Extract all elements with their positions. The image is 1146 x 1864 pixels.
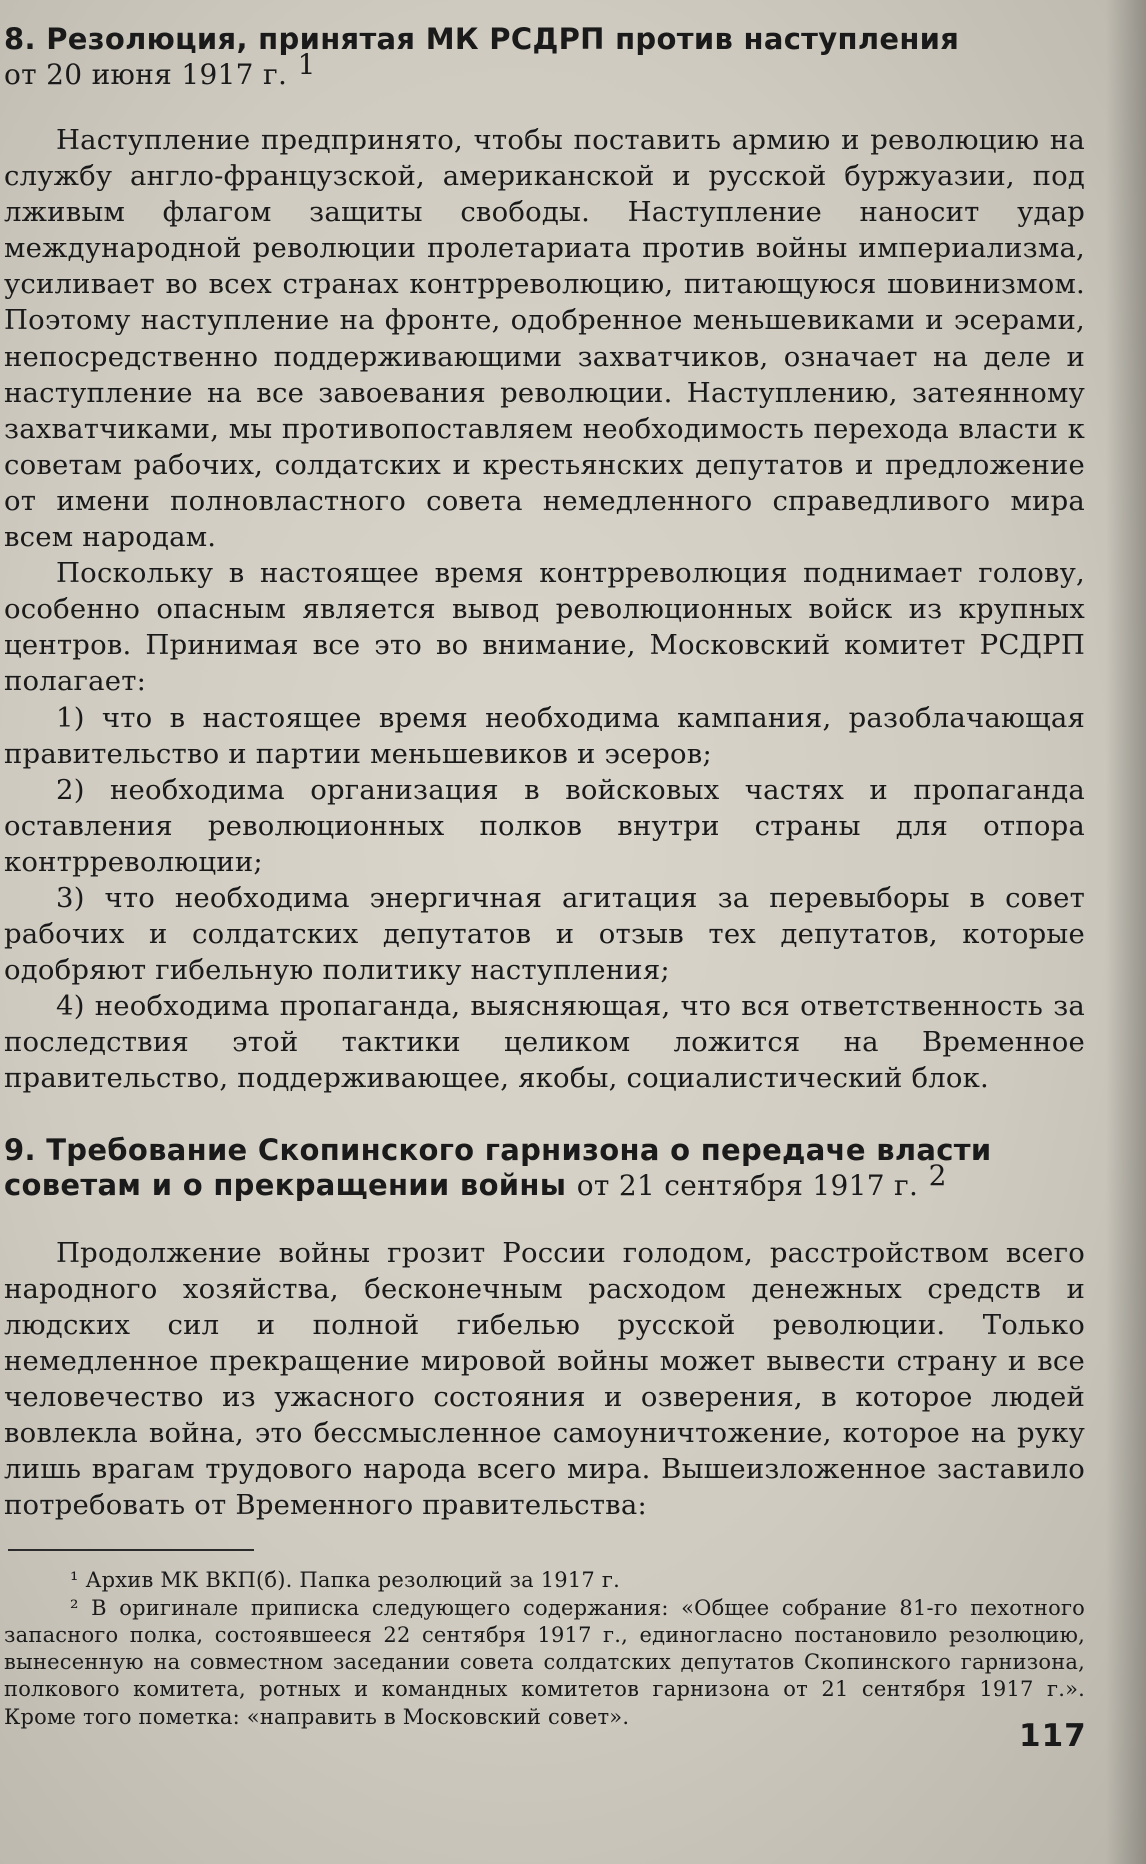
section-number: 8. [4,22,36,56]
footnote: ² В оригинале приписка следующего содержания: «Общее собрание 81-го пехотного запасного полка, состоявшееся 22 сентября 1917 г., единогласно постановило резолюцию, вынесенную на совместном заседании совета солдатских депутатов Скопинского гарнизона, полкового комитета, ротных и командных комитетов гарнизона от 21 сентября 1917 г.». Кроме того пометка: «направить в Московский совет». [4,1595,1085,1729]
footnote-ref: 2 [928,1158,947,1192]
page-number: 117 [1019,1718,1087,1754]
paragraph: Наступление предпринято, чтобы поставить армию и революцию на службу англо-французской, американской и русской буржуазии, под лживым флагом защиты свободы. Наступление наносит удар международной революции пролетариата против войны империализма, усиливает во всех странах контрреволюцию, питающуюся шовинизмом. Поэтому наступление на фронте, одобренное меньшевиками и эсерами, непосредственно поддерживающими захватчиков, означает на деле и наступление на все завоевания революции. Наступлению, затеянному захватчиками, мы противопоставляем необходимость перехода власти к советам рабочих, солдатских и крестьянских депутатов и предложение от имени полновластного совета немедленного справедливого мира всем народам. [4,124,1085,554]
section-body [4,1235,1085,1524]
section-skopin-garrison [4,1133,1085,1524]
footnotes [4,1567,1085,1731]
section-heading [4,22,1085,92]
section-resolution-mk [4,22,1085,1097]
section-title: Требование Скопинского гарнизона о передаче власти советам и о прекращении войны [4,1132,992,1202]
paragraph: Продолжение войны грозит России голодом, расстройством всего народного хозяйства, бесконечным расходом денежных средств и людских сил и полной гибелью русской революции. Только немедленное прекращение мировой войны может вывести страну и все человечество из ужасного состояния и озверения, в которое людей вовлекла война, это бессмысленное самоуничтожение, которое на руку лишь врагам трудового народа всего мира. Вышеизложенное заставило потребовать от Временного правительства: [4,1236,1085,1522]
page-text [0,22,1085,1731]
section-title: Резолюция, принятая МК РСДРП против наступления [46,22,960,56]
list-item: 3) что необходима энергичная агитация за перевыборы в совет рабочих и солдатских депутатов и отзыв тех депутатов, которые одобряют гибельную политику наступления; [4,881,1085,987]
section-date: от 20 июня 1917 г. [4,58,288,91]
section-heading [4,1133,1085,1203]
footnote-ref: 1 [297,48,316,81]
list-item: 1) что в настоящее время необходима кампания, разоблачающая правительство и партии меньшевиков и эсеров; [4,701,1085,770]
list-item: 2) необходима организация в войсковых частях и пропаганда оставления революционных полков внутри страны для отпора контрреволюции; [4,773,1085,878]
section-body [4,122,1085,1097]
page-edge-shadow [1106,0,1146,1864]
footnote-divider [8,1549,254,1551]
section-date: от 21 сентября 1917 г. [576,1168,919,1202]
list-item: 4) необходима пропаганда, выясняющая, что вся ответственность за последствия этой тактики целиком ложится на Временное правительство, поддерживающее, якобы, социалистический блок. [4,990,1085,1095]
section-number: 9. [4,1132,36,1167]
footnote: ¹ Архив МК ВКП(б). Папка резолюций за 1917 г. [70,1568,620,1593]
paragraph: Поскольку в настоящее время контрреволюция поднимает голову, особенно опасным является вывод революционных войск из крупных центров. Принимая все это во внимание, Московский комитет РСДРП полагает: [4,557,1085,698]
